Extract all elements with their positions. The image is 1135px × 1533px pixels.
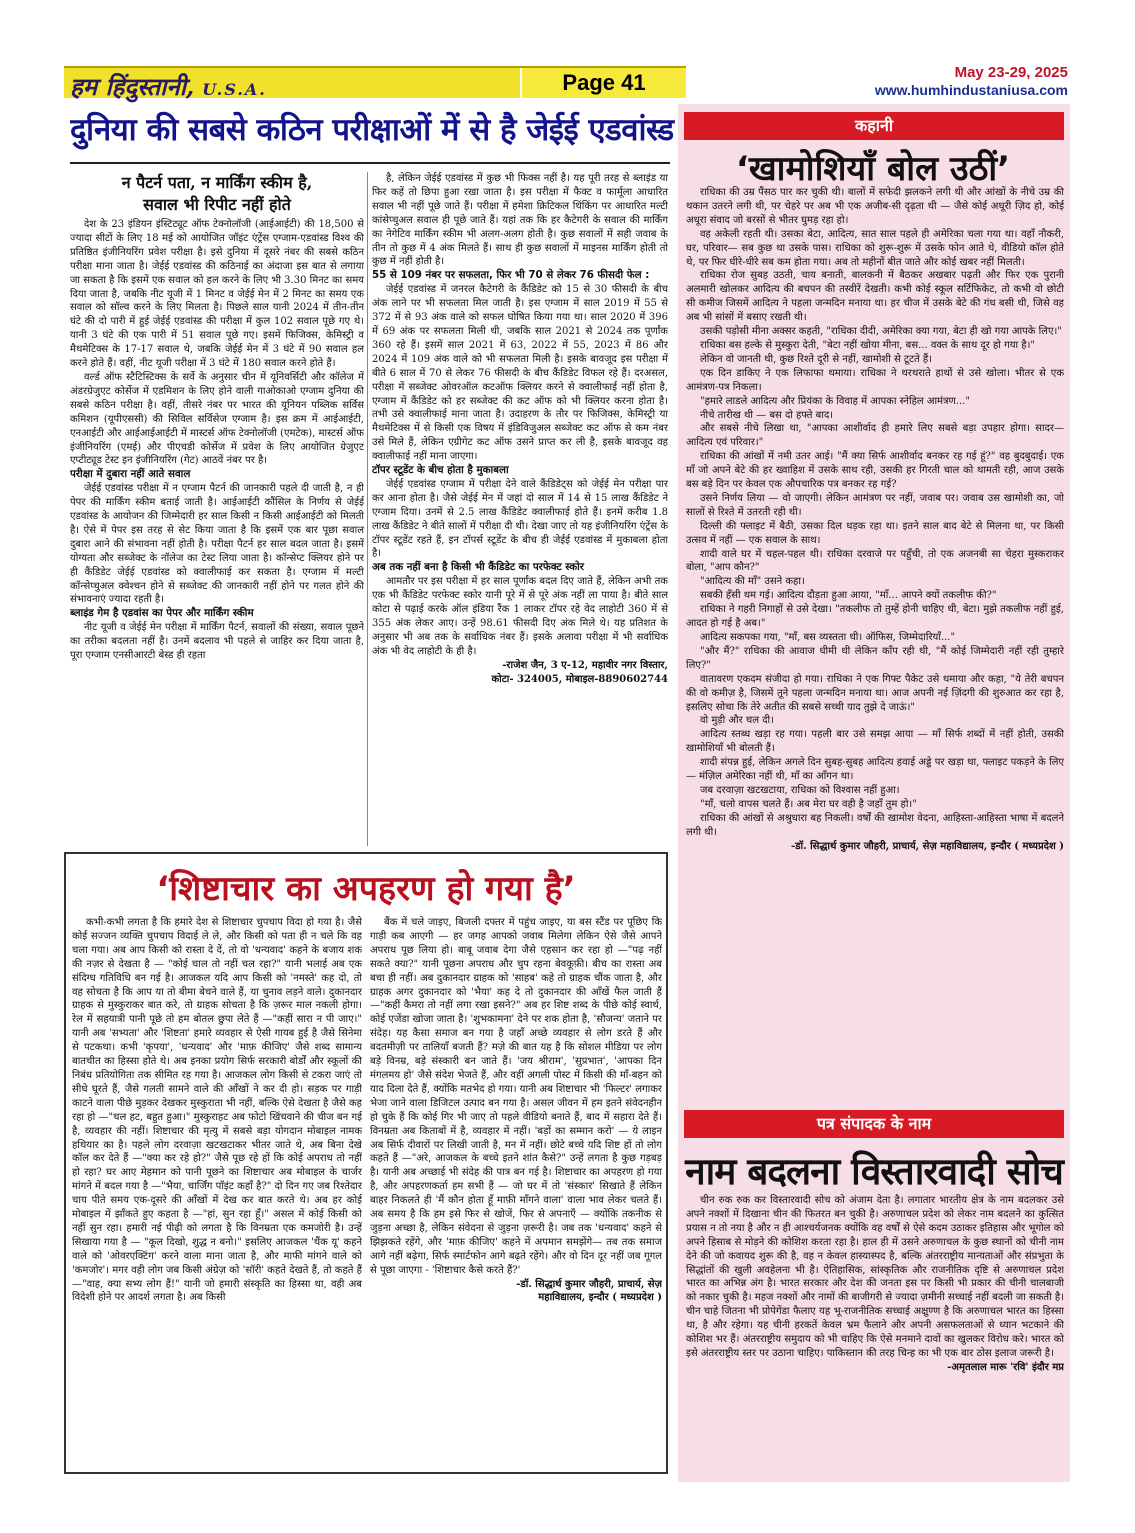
article-column-2 — [370, 916, 662, 1468]
paragraph: राधिका रोज सुबह उठती, चाय बनाती, बालकनी में बैठकर अखबार पढ़ती और फिर एक पुरानी अलमारी खोलकर आदित्य की बचपन की तस्वीरें देखती। कभी कोई स्कूल सर्टिफिकेट, तो कभी वो छोटी सी कमीज जिसमें आदित्य ने पहला जन्मदिन मनाया था। हर चीज में उसके बेटे की गंध बसी थी, जिसे वह अब भी सांसों में बसाए रखती थी। — [686, 270, 1064, 324]
paragraph: वातावरण एकदम संजीदा हो गया। राधिका ने एक गिफ्ट पैकेट उसे थमाया और कहा, "ये तेरी बचपन की वो कमीज़ है, जिसमें तूने पहला जन्मदिन मनाया था। आज अपनी नई ज़िंदगी की शुरुआत कर रहा है, इसलिए सोचा कि तेरे अतीत की सबसे सच्ची याद तुझे दे जाऊं।" — [686, 673, 1064, 713]
section-heading: 55 से 109 नंबर पर सफलता, फिर भी 70 से लेकर 76 फीसदी फेल : — [372, 269, 650, 282]
paragraph: एक दिन डाकिए ने एक लिफाफा थमाया। राधिका ने थरथराते हाथों से उसे खोला। भीतर से एक आमंत्रण-पत्र निकला। — [686, 367, 1064, 393]
paragraph: चीन रुक रुक कर विस्तारवादी सोच को अंजाम देता है। लगातार भारतीय क्षेत्र के नाम बदलकर उसे अपने नक्शों में दिखाना चीन की फितरत बन चुकी है। अरुणाचल प्रदेश को लेकर नाम बदलने का कुत्सित प्रयास न तो नया है और न ही आश्चर्यजनक क्योंकि वह वर्षों से ऐसे कदम उठाकर इतिहास और भूगोल को अपने हिसाब से मोड़ने की कोशिश करता रहा है। हाल ही में उसने अरुणाचल के कुछ स्थानों को चीनी नाम देने की जो कवायद शुरू की है, वह न केवल हास्यास्पद है, बल्कि अंतरराष्ट्रीय मान्यताओं और संप्रभुता के सिद्धांतों की खुली अवहेलना भी है। ऐतिहासिक, सांस्कृतिक और राजनीतिक दृष्टि से अरुणाचल प्रदेश भारत का अभिन्न अंग है। भारत सरकार और देश की जनता इस पर किसी भी प्रकार की चीनी चालबाजी को नकार चुकी है। महज नक्शों और नामों की बाजीगरी से ज्यादा ज़मीनी सच्चाई नहीं बदली जा सकती है। चीन चाहे जितना भी प्रोपेगेंडा फैलाए यह भू-राजनीतिक सच्चाई अक्षुण्ण है कि अरुणाचल भारत का हिस्सा था, है और रहेगा। यह चीनी हरकतें केवल भ्रम फैलाने और अपनी असफलताओं से ध्यान भटकाने की कोशिश भर हैं। अंतरराष्ट्रीय समुदाय को भी चाहिए कि ऐसे मनमाने दावों का खुलकर विरोध करे। भारत को इसे अंतरराष्ट्रीय स्तर पर उठाना चाहिए। पाकिस्तान की तरह चिन्ह का भी एक बार ठोस इलाज जरूरी है। — [686, 1195, 1064, 1359]
article-headline: ‘शिष्टाचार का अपहरण हो गया है’ — [156, 869, 576, 909]
paragraph: "और मैं?" राधिका की आवाज धीमी थी लेकिन काँप रही थी, "मैं कोई जिम्मेदारी नहीं रही तुम्हारे लिए?" — [686, 645, 1064, 671]
paragraph: "आदित्य की माँ" उसने कहा। — [700, 576, 805, 588]
section-label-story: कहानी — [684, 112, 1064, 140]
section-heading: अब तक नहीं बना है किसी भी कैंडिडेट का परफेक्ट स्कोर — [372, 561, 585, 574]
paragraph: जब दरवाज़ा खटखटाया, राधिका को विश्वास नहीं हुआ। — [700, 784, 900, 796]
brand-name: हम हिंदुस्तानी, — [70, 72, 195, 101]
article-box — [64, 852, 668, 1474]
paragraph: वह अकेली रहती थी। उसका बेटा, आदित्य, सात साल पहले ही अमेरिका चला गया था। वहाँ नौकरी, घर, परिवार— सब कुछ था उसके पास। राधिका को शुरू-शुरू में उसके फोन आते थे, वीडियो कॉल होते थे, पर फिर धीरे-धीरे सब कम होता गया। अब तो महीनों बीत जाते और कोई खबर नहीं मिलती। — [686, 228, 1064, 268]
story-title: ‘खामोशियाँ बोल उठीं’ — [735, 149, 1011, 189]
letter-body — [686, 1194, 1064, 1474]
paragraph: देश के 23 इंडियन इंस्टिट्यूट ऑफ टेक्नोलॉजी (आईआईटी) की 18,500 से ज्यादा सीटों के लिए 18 मई को आयोजित जॉइंट एंट्रेंस एग्जाम-एडवांस्ड विश्व की प्रतिष्ठित इंजीनियरिंग प्रवेश परीक्षा है। इसे दुनिया में दूसरे नंबर की सबसे कठिन परीक्षा माना जाता है। जेईई एडवांस्ड की कठिनाई का अंदाजा इस बात से लगाया जा सकता है कि इसमें एक सवाल को हल करने के लिए भी 3.30 मिनट का समय दिया जाता है, जबकि नीट यूजी में 1 मिनट व जेईई मेन में 2 मिनट का समय एक सवाल को सॉल्व करने के लिए मिलता है। पिछले साल यानी 2024 में तीन-तीन घंटे की दो पारी में हुई जेईई एडवांस्ड की परीक्षा में कुल 102 सवाल पूछे गए थे। यानी 3 घंटे की एक पारी में 51 सवाल पूछे गए। इसमें फिजिक्स, केमिस्ट्री व मैथमेटिक्स के 17-17 सवाल थे, जबकि जेईई मेन में 3 घंटे में 90 सवाल हल करने होते हैं। वहीं, नीट यूजी परीक्षा में 3 घंटे में 180 सवाल करने होते हैं। — [70, 219, 364, 370]
author-signature: -राजेश जैन, 3 ए-12, महावीर नगर विस्तार, — [502, 659, 668, 671]
page-number: Page 41 — [520, 68, 686, 98]
section-label-letter: पत्र संपादक के नाम — [684, 1110, 1064, 1138]
author-signature: कोटा- 324005, मोबाइल-8890602744 — [491, 673, 668, 685]
paragraph: है, लेकिन जेईई एडवांस्ड में कुछ भी फिक्स नहीं है। यह पूरी तरह से ब्लाइंड या फिर कहें तो छिपा हुआ रखा जाता है। इस परीक्षा में फैक्ट व फार्मूला आधारित सवाल भी नहीं पूछे जाते हैं। परीक्षा में हमेशा क्रिटिकल थिंकिंग पर आधारित मल्टी कांसेप्चुअल सवाल ही पूछे जाते हैं। यहां तक कि हर कैटेगरी के सवाल की मार्किंग का नेगेटिव मार्किंग स्कीम भी अलग-अलग होती है। कुछ सवालों में सही जवाब के तीन तो कुछ में 4 अंक मिलते हैं। साथ ही कुछ सवालों में माइनस मार्किंग होती तो कुछ में नहीं होती है। — [372, 173, 668, 268]
paragraph: नीट यूजी व जेईई मेन परीक्षा में मार्किंग पैटर्न, सवालों की संख्या, सवाल पूछने का तरीका बदलता नहीं है। उनमें बदलाव भी पहले से जाहिर कर दिया जाता है, पूरा एग्जाम एनसीआरटी बेस्ड ही रहता — [70, 622, 364, 662]
author-signature: -अमृतलाल मारू 'रवि' इंदौर मप्र — [947, 1361, 1064, 1373]
paragraph: राधिका की आंखों में नमी उतर आई। "मैं क्या सिर्फ आशीर्वाद बनकर रह गई हूं?" वह बुदबुदाई। एक माँ जो अपने बेटे की हर ख्वाहिश में उसके साथ रही, उसकी हर गिरती चाल को थामती रही, आज उसके बस बड़े दिन पर केवल एक औपचारिक पत्र बनकर रह गई? — [686, 451, 1064, 491]
paragraph: सबकी हँसी थम गई। आदित्य दौड़ता हुआ आया, "माँ... आपने क्यों तकलीफ की?" — [700, 590, 997, 602]
subhead-line: न पैटर्न पता, न मार्किंग स्कीम है, — [121, 173, 313, 192]
paragraph: जेईई एडवांस्ड परीक्षा में न एग्जाम पैटर्न की जानकारी पहले दी जाती है, न ही पेपर की मार्किंग स्कीम बताई जाती है। आईआईटी कौंसिल के निर्णय से जेईई एडवांस्ड के आयोजन की जिम्मेदारी हर साल किसी न किसी आईआईटी को मिलती है। ऐसे में पेपर इस तरह से सेट किया जाता है कि इसमें एक बार पूछा सवाल दुबारा आने की संभावना नहीं होती है। परीक्षा पैटर्न हर साल बदल जाता है। इसमें योग्यता और सब्जेक्ट के नॉलेज का टेस्ट लिया जाता है। कॉन्सेप्ट क्लियर होने पर ही कैंडिडेट जेईई एडवांस्ड को क्वालीफाई कर सकता है। एग्जाम में मल्टी कॉन्सेप्चुअल क्वेश्चन होने से सब्जेक्ट की जानकारी नहीं होने पर गलत होने की संभावनाएं ज्यादा रहती है। — [70, 483, 364, 606]
author-signature: -डॉ. सिद्धार्थ कुमार जौहरी, प्राचार्य, सेज़ महाविद्यालय, इन्दौर ( मध्यप्रदेश ) — [791, 840, 1064, 852]
article-column-2 — [372, 172, 668, 848]
paragraph: आदित्य सकपका गया, "माँ, बस व्यस्तता थी। ऑफिस, जिम्मेदारियाँ..." — [700, 632, 956, 643]
paragraph: और सबसे नीचे लिखा था, "आपका आशीर्वाद ही हमारे लिए सबसे बड़ा उपहार होगा। सादर— आदित्य एवं परिवार।" — [686, 423, 1064, 449]
paragraph: राधिका बस हल्के से मुस्कुरा देती, "बेटा नहीं खोया मीना, बस... वक्त के साथ दूर हो गया है।" — [700, 339, 1035, 351]
paragraph: उसकी पड़ोसी मीना अक्सर कहती, "राधिका दीदी, अमेरिका क्या गया, बेटा ही खो गया आपके लिए।" — [700, 326, 1062, 338]
subhead-line: सवाल भी रिपीट नहीं होते — [143, 195, 291, 214]
paragraph: राधिका की आंखों से अश्रुधारा बह निकली। वर्षों की खामोश वेदना, आहिस्ता-आहिस्ता भाषा में बदलने लगी थी। — [686, 812, 1064, 838]
brand-logo — [70, 70, 267, 103]
paragraph: जेईई एडवांस्ड एग्जाम में परीक्षा देने वाले कैंडिडेट्स को जेईई मेन परीक्षा पार कर आना होता है। जैसे जेईई मेन में जहां दो साल में 14 से 15 लाख कैंडिडेट ने एग्जाम दिया। उनमें से 2.5 लाख कैंडिडेट क्वालीफाई होते हैं। इनमें करीब 1.8 लाख कैंडिडेट ने बीते सालों में परीक्षा दी थी। देखा जाए तो यह इंजीनियरिंग एंट्रेंस के टॉपर स्टूडेंट रहते हैं, इन टॉपर्स स्टूडेंट के बीच ही जेईई एडवांस्ड में मुकाबला होता है। — [372, 478, 668, 560]
paragraph: कभी-कभी लगता है कि हमारे देश से शिष्टाचार चुपचाप विदा हो गया है। जैसे कोई सज्जन व्यक्ति चुपचाप विदाई ले ले, और किसी को पता ही न चले कि वह चला गया। अब आप किसी को रास्ता दे दें, तो वो 'धन्यवाद' कहने के बजाय शक की नज़र से देखता है — "कोई चाल तो नहीं चल रहा?" यानी भलाई अब एक संदिग्ध गतिविधि बन गई है। आजकल यदि आप किसी को 'नमस्ते' कह दो, तो वह सोचता है कि आप या तो बीमा बेचने वाले हैं, या चुनाव लड़ने वाले। दुकानदार ग्राहक से मुस्कुराकर बात करे, तो ग्राहक सोचता है कि ज़रूर माल नकली होगा। रेल में सहयात्री पानी पूछे तो हम बोतल छुपा लेते हैं —"कहीं सारा न पी जाए।" यानी अब 'सभ्यता' और 'शिष्टता' हमारे व्यवहार से ऐसी गायब हुई है जैसे सिनेमा से पटकथा। कभी 'कृपया', 'धन्यवाद' और 'माफ़ कीजिए' जैसे शब्द सामान्य बातचीत का हिस्सा होते थे। अब इनका प्रयोग सिर्फ सरकारी बोर्डों और स्कूलों की निबंध प्रतियोगिता तक सीमित रह गया है। आजकल लोग किसी से टकरा जाएं तो सीधे घूरते हैं, जैसे गलती सामने वाले की आँखों ने कर दी हो। सड़क पर गाड़ी काटने वाला पीछे मुड़कर देखकर मुस्कुराता भी नहीं, बल्कि ऐसे देखता है जैसे कह रहा हो —"चल हट, बहुत हुआ।" मुस्कुराहट अब फोटो खिंचवाने की चीज बन गई है, व्यवहार की नहीं। शिष्टाचार की मृत्यु में सबसे बड़ा योगदान मोबाइल नामक हथियार का है। पहले लोग दरवाज़ा खटखटाकर भीतर जाते थे, अब बिना देखे कॉल कर देते हैं —"क्या कर रहे हो?" जैसे पूछ रहे हों कि कोई अपराध तो नहीं हो रहा? घर आए मेहमान को पानी पूछने का शिष्टाचार अब मोबाइल के चार्जर मांगने में बदल गया है —"भैया, चार्जिंग पॉइंट कहाँ है?" दो दिन गए जब रिश्तेदार चाय पीते समय एक-दूसरे की आँखों में देख कर बात करते थे। अब हर कोई मोबाइल में झाँकते हुए कहता है —"हां, सुन रहा हूँ।" असल में कोई किसी को नहीं सुन रहा। हमारी नई पीढ़ी को लगता है कि विनम्रता एक कमजोरी है। उन्हें सिखाया गया है — "कूल दिखो, शुद्ध न बनो।" इसलिए आजकल 'थैंक यू' कहने वाले को 'ओवरएक्टिंग' करने वाला माना जाता है, और माफी मांगने वाले को 'कमजोर'। मगर वही लोग जब किसी अंग्रेज़ को 'सॉरी' कहते देखते हैं, तो कहते हैं —"वाह, क्या सभ्य लोग हैं!" यानी जो हमारी संस्कृति का हिस्सा था, वही अब विदेशी होने पर आदर्श लगता है। अब किसी — [72, 917, 362, 1304]
issue-date: May 23-29, 2025 — [954, 64, 1068, 81]
section-heading: ब्लाइंड गेम है एडवांस का पेपर और मार्किंग स्कीम — [70, 607, 254, 620]
article-subhead — [70, 172, 364, 216]
paragraph: लेकिन वो जानती थी, कुछ रिश्ते दूरी से नहीं, खामोशी से टूटते हैं। — [700, 353, 932, 365]
paragraph: दिल्ली की फ्लाइट में बैठी, उसका दिल धड़क रहा था। इतने साल बाद बेटे से मिलना था, पर किसी उत्सव में नहीं — एक सवाल के साथ। — [686, 520, 1064, 546]
paragraph: बैंक में चले जाइए, बिजली दफ्तर में पहुंच जाइए, या बस स्टैंड पर पूछिए कि गाड़ी कब आएगी — हर जगह आपको जवाब मिलेगा लेकिन ऐसे जैसे आपने अपराध पूछ लिया हो। बाबू जवाब देगा जैसे एहसान कर रहा हो —"पढ़ नहीं सकते क्या?" यानी पूछना अपराध और चुप रहना बेवकूफ़ी। बीच का रास्ता अब बचा ही नहीं। अब दुकानदार ग्राहक को 'साहब' कहे तो ग्राहक चौंक जाता है, और ग्राहक अगर दुकानदार को 'भैया' कह दे तो दुकानदार की आँखें फैल जाती हैं —"कहीं कैमरा तो नहीं लगा रखा इसने?" अब हर शिष्ट शब्द के पीछे कोई स्वार्थ, कोई एजेंडा खोजा जाता है। 'शुभकामना' देने पर शक होता है, 'सौजन्य' जताने पर संदेह। यह कैसा समाज बन गया है जहाँ अच्छे व्यवहार से लोग डरते हैं और बदतमीज़ी पर तालियाँ बजती हैं? मज़े की बात यह है कि सोशल मीडिया पर लोग बड़े विनम्र, बड़े संस्कारी बन जाते हैं। 'जय श्रीराम', 'सुप्रभात', 'आपका दिन मंगलमय हो' जैसे संदेश भेजते हैं, और वहीं अगली पोस्ट में किसी की माँ-बहन को याद दिला देते हैं, क्योंकि मतभेद हो गया। यानी अब शिष्टाचार भी 'फिल्टर' लगाकर भेजा जाने वाला डिजिटल उत्पाद बन गया है। असल जीवन में हम इतने संवेदनहीन हो चुके हैं कि कोई गिर भी जाए तो पहले वीडियो बनाते हैं, बाद में सहारा देते हैं। विनम्रता अब किताबों में है, व्यवहार में नहीं। 'बड़ों का सम्मान करो' — ये लाइन अब सिर्फ दीवारों पर लिखी जाती है, मन में नहीं। छोटे बच्चे यदि शिष्ट हों तो लोग कहते हैं —"अरे, आजकल के बच्चे इतने शांत कैसे?" उन्हें लगता है कुछ गड़बड़ है। यानी अब अच्छाई भी संदेह की पात्र बन गई है। शिष्टाचार का अपहरण हो गया है, और अपहरणकर्ता हम सभी हैं — जो घर में तो 'संस्कार' सिखाते हैं लेकिन बाहर निकलते ही 'मैं कौन होता हूँ माफ़ी माँगने वाला' वाला भाव लेकर चलते हैं। अब समय है कि हम इसे फिर से खोजें, फिर से अपनाएँ — क्योंकि तकनीक से जुड़ना अच्छा है, लेकिन संवेदना से जुड़ना ज़रूरी है। जब तक 'धन्यवाद' कहने से झिझकते रहेंगे, और 'माफ़ कीजिए' कहने में अपमान समझेंगे— तब तक समाज आगे नहीं बढ़ेगा, सिर्फ स्मार्टफोन आगे बढ़ते रहेंगे। और वो दिन दूर नहीं जब गूगल से पूछा जाएगा - 'शिष्टाचार कैसे करते हैं?' — [370, 917, 662, 1276]
letter-title: नाम बदलना विस्तारवादी सोच — [685, 1150, 1063, 1193]
paragraph: आमतौर पर इस परीक्षा में हर साल पूर्णांक बदल दिए जाते हैं, लेकिन अभी तक एक भी कैंडिडेट परफेक्ट स्कोर यानी पूरे में से पूरे अंक नहीं ला पाया है। बीते साल कोटा से पढ़ाई करके ऑल इंडिया रैंक 1 लाकर टॉपर रहे वेद लाहोटी 360 में से 355 अंक लेकर आए। उन्हें 98.61 फीसदी दिए अंक मिले थे। यह प्रतिशत के अनुसार भी अब तक के सर्वाधिक नंबर हैं। इसके अलावा परीक्षा में भी सर्वाधिक अंक भी वेद लाहोटी के ही है। — [372, 576, 668, 657]
article-headline: दुनिया की सबसे कठिन परीक्षाओं में से है जेईई एडवांस्ड — [70, 112, 674, 148]
paragraph: वर्ल्ड ऑफ स्टैटिस्टिक्स के सर्वे के अनुसार चीन में यूनिवर्सिटी और कॉलेज में अंडरग्रेजुएट कोर्सेज में एडमिशन के लिए होने वाली गाओकाओ एग्जाम दुनिया की सबसे कठिन परीक्षा है। वहीं, तीसरे नंबर पर भारत की यूनियन पब्लिक सर्विस कमिशन (यूपीएससी) की सिविल सर्विसेज एग्जाम है। इस क्रम में आईआईटी, एनआईटी और आईआईआईटी में मास्टर्स ऑफ टेक्नोलॉजी (एमटेक), मास्टर्स ऑफ इंजीनियरिंग (एमई) और पीएचडी कोर्सेज में प्रवेश के लिए आयोजित ग्रेजुएट एप्टीट्यूड टेस्ट इन इंजीनियरिंग (गेट) आठवें नंबर पर है। — [70, 371, 364, 467]
masthead — [64, 66, 686, 101]
article-column-1 — [72, 916, 362, 1468]
paragraph: वो मुड़ी और चल दी। — [700, 715, 774, 727]
column-divider — [367, 172, 368, 846]
paragraph: आदित्य स्तब्ध खड़ा रह गया। पहली बार उसे समझ आया — माँ सिर्फ शब्दों में नहीं होती, उसकी खामोशियाँ भी बोलती हैं। — [686, 729, 1064, 755]
brand-suffix: U.S.A. — [202, 80, 267, 99]
paragraph: राधिका की उम्र पैंसठ पार कर चुकी थी। बालों में सफेदी झलकने लगी थी और आंखों के नीचे उम्र की थकान उतरने लगी थी, पर चेहरे पर अब भी एक अजीब-सी दृढ़ता थी — जैसे कोई अधूरी ज़िद हो, कोई अधूरा संवाद जो बरसों से भीतर घुमड़ रहा हो। — [686, 187, 1064, 226]
paragraph: "माँ, चलो वापस चलते हैं। अब मेरा घर वही है जहाँ तुम हो।" — [700, 798, 917, 810]
paragraph: राधिका ने गहरी निगाहों से उसे देखा। "तकलीफ तो तुम्हें होनी चाहिए थी, बेटा। मुझे तकलीफ नहीं हुई, आदत हो गई है अब।" — [686, 604, 1064, 630]
website-link[interactable]: www.humhindustaniusa.com — [874, 82, 1068, 98]
paragraph: नीचे तारीख थी — बस दो हफ्ते बाद। — [700, 409, 834, 421]
paragraph: शादी वाले घर में चहल-पहल थी। राधिका दरवाजे पर पहुँची, तो एक अजनबी सा चेहरा मुस्कराकर बोला, "आप कौन?" — [686, 548, 1064, 574]
paragraph: उसने निर्णय लिया — वो जाएगी। लेकिन आमंत्रण पर नहीं, जवाब पर। जवाब उस खामोशी का, जो सालों से रिश्ते में उतरती रही थी। — [686, 492, 1064, 518]
divider — [70, 162, 670, 164]
article-column-1 — [70, 218, 364, 848]
story-body — [686, 186, 1064, 1106]
section-heading: टॉपर स्टूडेंट के बीच होता है मुकाबला — [372, 464, 509, 477]
paragraph: जेईई एडवांस्ड में जनरल कैटेगरी के कैंडिडेट को 15 से 30 फीसदी के बीच अंक लाने पर भी सफलता मिल जाती है। इस एग्जाम में साल 2019 में 55 से 372 में से 93 अंक वाले को सफल घोषित किया गया था। साल 2020 में 396 में 69 अंक पर सफलता मिली थी, जबकि साल 2021 से 2024 तक पूर्णांक 360 रहे हैं। इसमें साल 2021 में 63, 2022 में 55, 2023 में 86 और 2024 में 109 अंक वाले को भी सफलता मिली है। इसके बावजूद इस परीक्षा में बीते 6 साल में 70 से लेकर 76 फीसदी के बीच कैंडिडेट विफल रहे हैं। दरअसल, परीक्षा में सब्जेक्ट ओवरऑल कटऑफ क्लियर करने से क्वालीफाई नहीं होता है, एग्जाम में कैंडिडेट को हर सब्जेक्ट की कट ऑफ को भी क्लियर करना होता है। तभी उसे क्वालीफाई माना जाता है। उदाहरण के तौर पर फिजिक्स, केमिस्ट्री या मैथमेटिक्स में से किसी एक विषय में इंडिविजुअल सब्जेक्ट कट ऑफ से कम नंबर उसे मिले हैं, लेकिन एग्रीगेट कट ऑफ उसने प्राप्त कर ली है, इसके बावजूद वह क्वालीफाई नहीं माना जाएगा। — [372, 284, 668, 463]
section-heading: परीक्षा में दुबारा नहीं आते सवाल — [70, 468, 191, 481]
paragraph: शादी संपन्न हुई, लेकिन अगले दिन सुबह-सुबह आदित्य हवाई अड्डे पर खड़ा था, फ्लाइट पकड़ने के लिए — मंज़िल अमेरिका नहीं थी, माँ का आँगन था। — [686, 757, 1064, 783]
author-signature: महाविद्यालय, इन्दौर ( मध्यप्रदेश ) — [538, 1292, 662, 1304]
paragraph: "हमारे लाडले आदित्य और प्रियंका के विवाह में आपका स्नेहिल आमंत्रण..." — [700, 395, 970, 407]
author-signature: -डॉ. सिद्धार्थ कुमार जौहरी, प्राचार्य, सेज़ — [516, 1278, 662, 1290]
